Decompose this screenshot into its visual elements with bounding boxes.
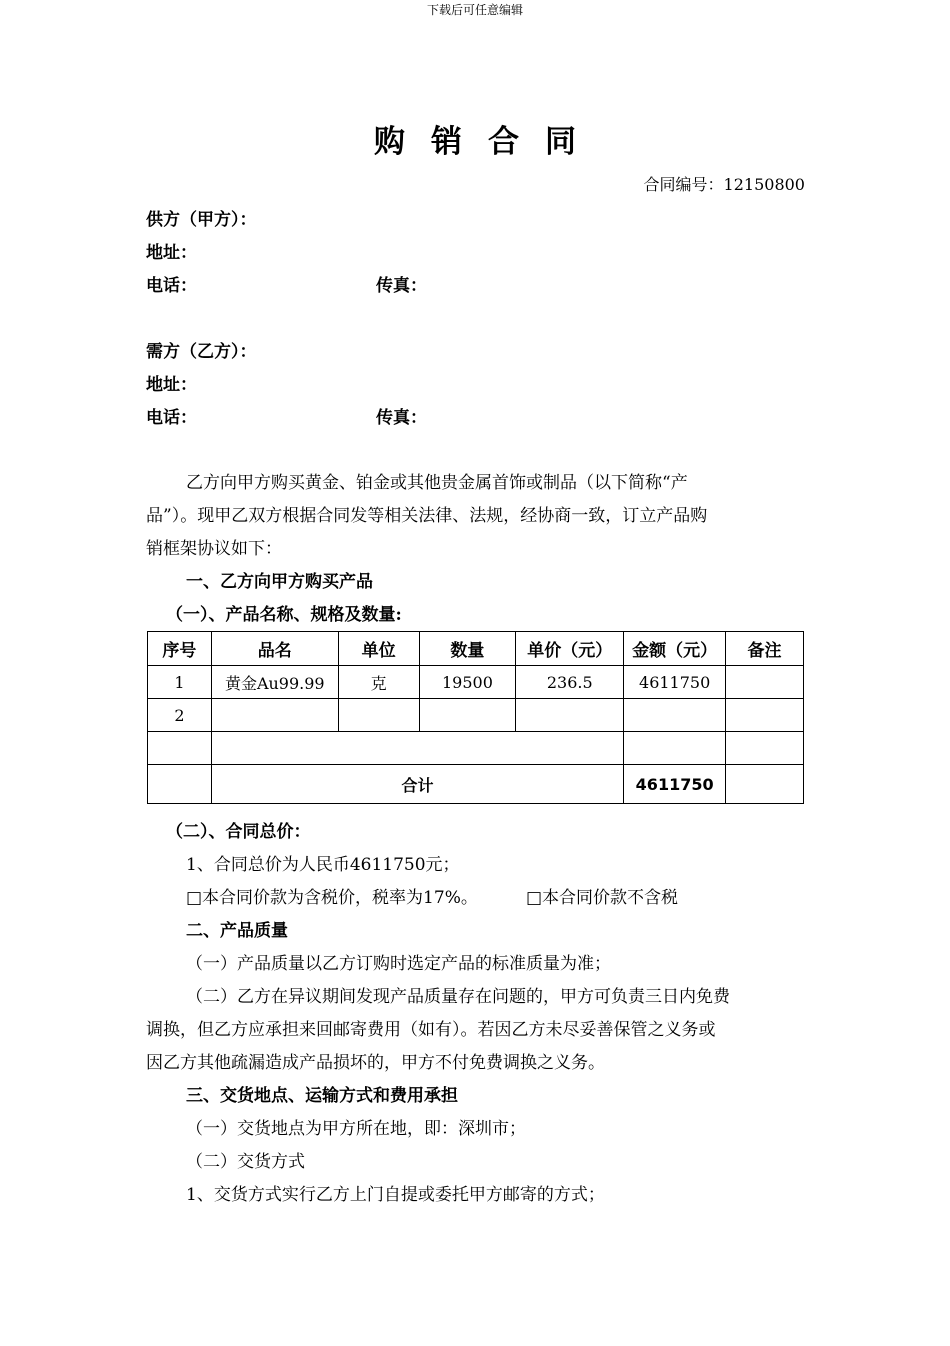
party-a-address-label: 地址： [146,243,197,263]
header-cell-unit-price: 单价（元） [516,632,624,666]
product-table [147,631,804,804]
cell-quantity: 19500 [419,666,516,699]
contract-number: 合同编号：12150800 [643,175,805,194]
tax-exclusive-checkbox[interactable]: □本合同价款不含税 [526,888,679,908]
section-1-heading: 一、乙方向甲方购买产品 [186,572,373,592]
intro-line-1: 乙方向甲方购买黄金、铂金或其他贵金属首饰或制品（以下简称“产 [186,473,688,493]
header-note: 下载后可任意编辑 [426,3,523,17]
section-2-paragraph-2-line-3: 因乙方其他疏漏造成产品损坏的，甲方不付免费调换之义务。 [146,1053,605,1073]
table-row-blank [148,732,804,765]
intro-line-3: 销框架协议如下： [146,539,282,559]
cell-amount [624,699,726,732]
cell-unit [338,699,419,732]
table-row [148,666,804,699]
total-label: 合计 [211,765,623,804]
cell-unit-price: 236.5 [516,666,624,699]
section-3-paragraph-2: （二）交货方式 [186,1152,305,1172]
header-cell-index: 序号 [148,632,212,666]
section-2-paragraph-1: （一）产品质量以乙方订购时选定产品的标准质量为准； [186,954,611,974]
section-2-paragraph-2-line-1: （二）乙方在异议期间发现产品质量存在问题的，甲方可负责三日内免费 [186,987,730,1007]
party-a-name-label: 供方（甲方）： [146,210,257,230]
section-1-sub-1: （一）、产品名称、规格及数量: [166,605,402,625]
total-price-line: 1、合同总价为人民币4611750元； [186,855,460,875]
section-1-sub-2: （二）、合同总价： [166,822,311,842]
party-b-fax-label: 传真： [376,408,427,428]
tax-inclusive-checkbox[interactable]: □本合同价款为含税价，税率为17%。 [186,888,478,908]
party-b-name-label: 需方（乙方）： [146,342,257,362]
header-cell-remarks: 备注 [726,632,804,666]
cell-empty-merged [211,732,623,765]
party-a-phone-label: 电话： [146,276,197,296]
section-3-paragraph-1: （一）交货地点为甲方所在地，即：深圳市； [186,1119,526,1139]
cell-empty [148,765,212,804]
header-cell-quantity: 数量 [419,632,516,666]
table-row [148,699,804,732]
cell-remarks [726,666,804,699]
section-2-heading: 二、产品质量 [186,921,288,941]
cell-index: 2 [148,699,212,732]
cell-product-name: 黄金Au99.99 [211,666,338,699]
section-3-heading: 三、交货地点、运输方式和费用承担 [186,1086,458,1106]
header-cell-product-name: 品名 [211,632,338,666]
cell-unit-price [516,699,624,732]
party-b-address-label: 地址： [146,375,197,395]
header-cell-amount: 金额（元） [624,632,726,666]
cell-unit: 克 [338,666,419,699]
cell-empty [624,732,726,765]
intro-line-2: 品”）。现甲乙双方根据合同发等相关法律、法规，经协商一致，订立产品购 [146,506,708,526]
cell-quantity [419,699,516,732]
cell-index: 1 [148,666,212,699]
cell-empty [148,732,212,765]
table-total-row [148,765,804,804]
total-value: 4611750 [624,765,726,804]
cell-product-name [211,699,338,732]
party-b-phone-label: 电话： [146,408,197,428]
header-cell-unit: 单位 [338,632,419,666]
section-2-paragraph-2-line-2: 调换，但乙方应承担来回邮寄费用（如有）。若因乙方未尽妥善保管之义务或 [146,1020,716,1040]
cell-empty [726,732,804,765]
party-a-fax-label: 传真： [376,276,427,296]
section-3-paragraph-3: 1、交货方式实行乙方上门自提或委托甲方邮寄的方式； [186,1185,605,1205]
cell-empty [726,765,804,804]
cell-amount: 4611750 [624,666,726,699]
cell-remarks [726,699,804,732]
table-header-row [148,632,804,666]
document-title: 购销合同 [374,124,602,160]
